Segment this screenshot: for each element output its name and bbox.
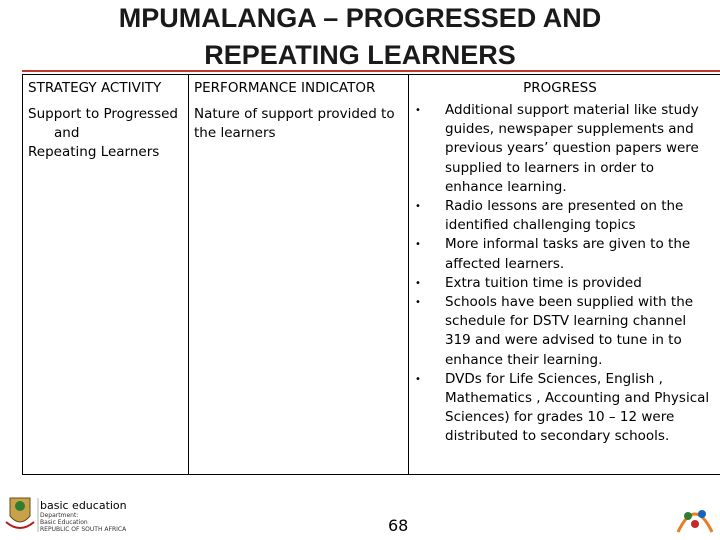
- bullet-icon: •: [415, 105, 421, 116]
- logo-subtitle: [40, 512, 126, 533]
- logo-line-1: Department:: [40, 512, 79, 519]
- strategy-cell: [28, 105, 178, 162]
- column-divider-2: [408, 75, 409, 475]
- header-strategy-activity: STRATEGY ACTIVITY: [28, 80, 162, 96]
- page-number: 68: [388, 516, 409, 535]
- anniversary-logo-icon: [672, 492, 718, 538]
- progress-item-text: Schools have been supplied with the schedule for DSTV learning channel 319 and were advised to tune in to enhance their learning.: [445, 294, 694, 368]
- title-underline: [22, 70, 720, 72]
- progress-table: [22, 74, 720, 475]
- list-item: [415, 370, 715, 447]
- progress-item-text: Radio lessons are presented on the identified challenging topics: [445, 198, 684, 234]
- logo-line-2: Basic Education: [40, 519, 88, 526]
- logo-line-3: REPUBLIC OF SOUTH AFRICA: [40, 526, 127, 533]
- bullet-icon: •: [415, 297, 421, 309]
- page-title-line-2: REPEATING LEARNERS: [204, 40, 516, 70]
- bullet-icon: •: [415, 201, 421, 213]
- indicator-cell: Nature of support provided to the learners: [194, 106, 395, 141]
- bullet-icon: •: [415, 277, 421, 289]
- strategy-line-1: Support to Progressed: [28, 106, 178, 122]
- header-progress: PROGRESS: [523, 80, 597, 96]
- progress-item-text: Extra tuition time is provided: [445, 274, 642, 291]
- progress-item-text: DVDs for Life Sciences, English , Mathematics , Accounting and Physical Sciences) for grades 10 – 12 were distributed to secondary schools.: [445, 370, 710, 445]
- list-item: [415, 293, 715, 370]
- progress-item-text: Additional support material like study guides, newspaper supplements and previous years’ question papers were supplied to learners in order to enhance learning.: [445, 102, 699, 195]
- page-title-line-1: MPUMALANGA – PROGRESSED AND: [118, 3, 602, 33]
- header-performance-indicator: PERFORMANCE INDICATOR: [194, 80, 376, 96]
- list-item: [415, 274, 715, 293]
- progress-item-text: More informal tasks are given to the affected learners.: [445, 236, 691, 272]
- table-bottom-border: [22, 474, 720, 475]
- strategy-line-2: and: [54, 125, 80, 141]
- list-item: [415, 197, 715, 235]
- progress-list: [415, 101, 715, 447]
- page-title: [0, 0, 720, 74]
- logo-title: basic education: [40, 499, 127, 512]
- list-item: [415, 235, 715, 273]
- list-item: [415, 101, 715, 197]
- bullet-icon: •: [415, 239, 421, 251]
- bullet-icon: •: [415, 373, 421, 385]
- column-divider-1: [188, 75, 189, 475]
- table-left-border: [22, 75, 23, 475]
- strategy-line-3: Repeating Learners: [28, 144, 160, 160]
